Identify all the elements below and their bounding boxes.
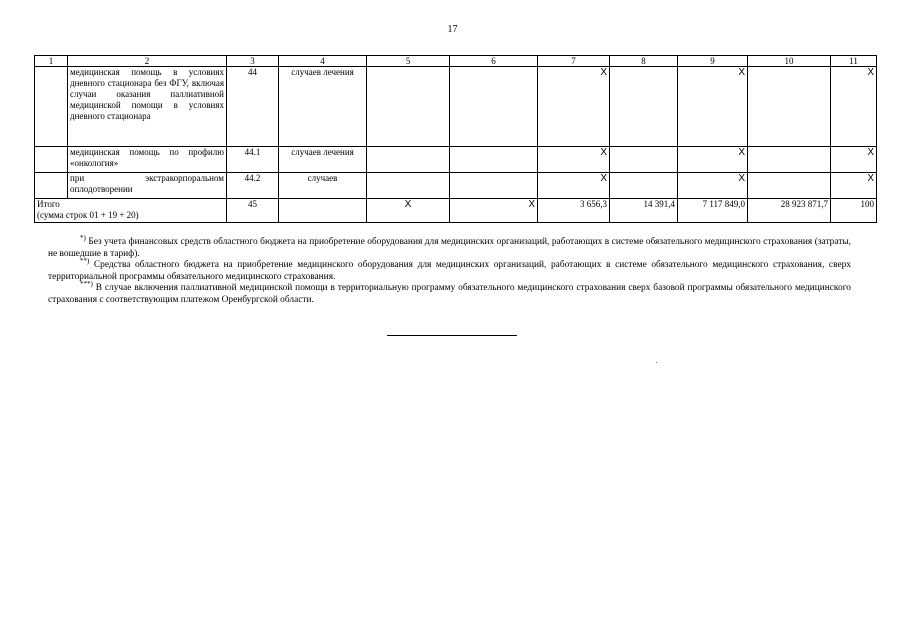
total-cell-value: 7 117 849,0: [678, 199, 748, 223]
column-header: 3: [227, 56, 279, 67]
column-header: 7: [538, 56, 610, 67]
table-header-row: [35, 56, 877, 67]
table-cell-x-mark: X: [831, 67, 877, 147]
scan-speck: [656, 362, 657, 363]
table-cell-description: медицинская помощь в условиях дневного стационара без ФГУ, включая случаи оказания паллиативной медицинской помощи в условиях дневного стационара: [68, 67, 227, 147]
footnote-text: В случае включения паллиативной медицинской помощи в территориальную программу обязательного медицинского страхования сверх базовой программы обязательного медицинского страхования с соответствующим платежом Оренбургской области.: [48, 283, 851, 305]
column-header: 9: [678, 56, 748, 67]
table-cell-x-mark: X: [678, 173, 748, 199]
total-cell-value: 28 923 871,7: [748, 199, 831, 223]
footnote-marker: *): [80, 233, 86, 242]
table-cell-description: медицинская помощь по профилю «онкология»: [68, 147, 227, 173]
closing-rule: [387, 335, 517, 336]
footnote-marker: **): [80, 257, 90, 266]
data-table: [34, 55, 877, 223]
total-sublabel: (сумма строк 01 + 19 + 20): [37, 210, 139, 220]
footnote-text: Средства областного бюджета на приобретение медицинского оборудования для медицинских организаций, работающих в системе обязательного медицинского страхования, сверх территориальной программы обязательного медицинского страхования.: [48, 260, 851, 282]
table-cell: [748, 67, 831, 147]
table-cell-x-mark: X: [538, 173, 610, 199]
table-cell: [610, 173, 678, 199]
table-cell: [35, 67, 68, 147]
table-cell: [35, 147, 68, 173]
footnote-3: [48, 280, 851, 306]
table-cell: [450, 147, 538, 173]
table-row: [35, 147, 877, 173]
table-cell-description: при экстракорпоральном оплодотворении: [68, 173, 227, 199]
table-cell-x-mark: X: [678, 67, 748, 147]
page-number: 17: [447, 24, 458, 35]
table-cell-x-mark: X: [831, 173, 877, 199]
table-cell-row-number: 44: [227, 67, 279, 147]
table-cell-unit: случаев лечения: [279, 67, 367, 147]
column-header: 10: [748, 56, 831, 67]
table-cell: [748, 173, 831, 199]
total-cell: [279, 199, 367, 223]
table-row: [35, 67, 877, 147]
table-cell-unit: случаев лечения: [279, 147, 367, 173]
table-cell-x-mark: X: [831, 147, 877, 173]
footnote-text: Без учета финансовых средств областного бюджета на приобретение оборудования для медицинских организаций, работающих в системе обязательного медицинского страхования (затраты, не вошедшие в тариф).: [48, 237, 851, 259]
total-cell-x-mark: X: [450, 199, 538, 223]
column-header: 2: [68, 56, 227, 67]
table-cell-x-mark: X: [678, 147, 748, 173]
total-cell-value: 3 656,3: [538, 199, 610, 223]
table-cell-unit: случаев: [279, 173, 367, 199]
table-cell-x-mark: X: [538, 147, 610, 173]
column-header: 5: [367, 56, 450, 67]
footnote-marker: ***): [80, 280, 93, 289]
footnotes: [48, 233, 851, 307]
total-row-number: 45: [227, 199, 279, 223]
table-cell: [367, 147, 450, 173]
table-cell-row-number: 44.2: [227, 173, 279, 199]
footnote-2: [48, 257, 851, 283]
table-cell: [35, 173, 68, 199]
column-header: 11: [831, 56, 877, 67]
total-cell-x-mark: X: [367, 199, 450, 223]
table-cell: [610, 147, 678, 173]
table-cell: [748, 147, 831, 173]
table-cell: [450, 173, 538, 199]
column-header: 1: [35, 56, 68, 67]
total-cell-value: 100: [831, 199, 877, 223]
column-header: 8: [610, 56, 678, 67]
table-cell: [367, 173, 450, 199]
table-row: [35, 173, 877, 199]
total-cell-value: 14 391,4: [610, 199, 678, 223]
column-header: 4: [279, 56, 367, 67]
table-cell: [450, 67, 538, 147]
table-total-row: [35, 199, 877, 223]
table-cell: [610, 67, 678, 147]
table-cell: [367, 67, 450, 147]
footnote-1: [48, 233, 851, 260]
total-label: Итого: [37, 199, 60, 209]
column-header: 6: [450, 56, 538, 67]
table-cell-row-number: 44.1: [227, 147, 279, 173]
total-label-cell: [35, 199, 227, 223]
table-cell-x-mark: X: [538, 67, 610, 147]
